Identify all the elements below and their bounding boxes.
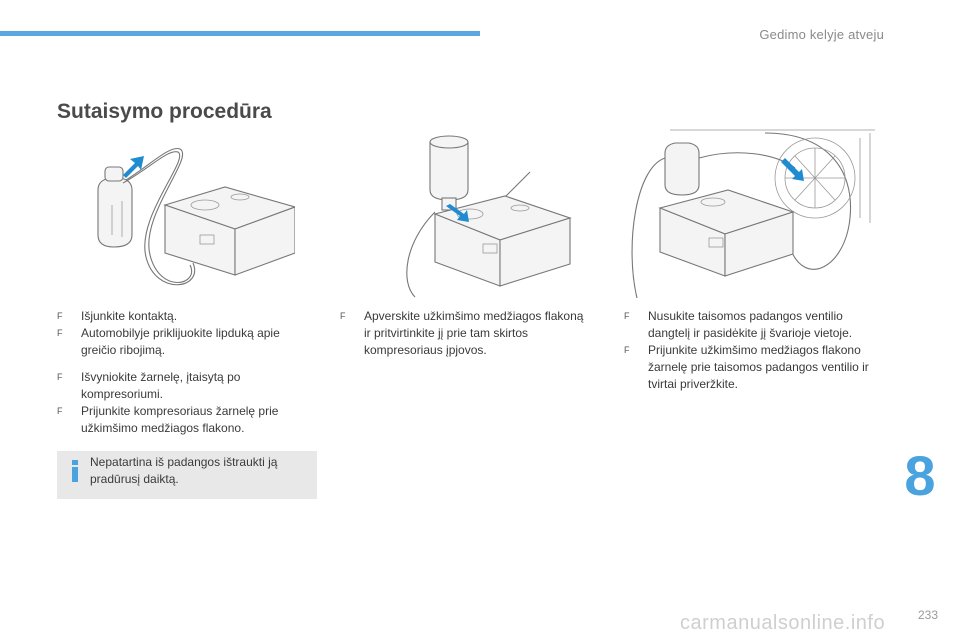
chapter-header-title: Gedimo kelyje atveju bbox=[759, 27, 884, 42]
step-text: Prijunkite kompresoriaus žarnelę prie užkimšimo medžiagos flakono. bbox=[81, 404, 279, 435]
sealant-bottle-drawing bbox=[665, 143, 699, 195]
info-note-box bbox=[57, 451, 317, 499]
step-bullet: F bbox=[340, 311, 346, 321]
step-text: Išvyniokite žarnelę, įtaisytą po kompresoriumi. bbox=[81, 370, 241, 401]
step-item bbox=[57, 369, 297, 403]
steps-column-3 bbox=[624, 308, 884, 393]
illustration-connect-to-valve bbox=[625, 128, 885, 303]
step-item bbox=[624, 308, 884, 342]
section-title: Sutaisymo procedūra bbox=[57, 100, 272, 123]
step-bullet: F bbox=[57, 328, 63, 338]
step-bullet: F bbox=[57, 311, 63, 321]
top-accent-bar bbox=[0, 31, 480, 36]
illustration-connect-hose bbox=[80, 135, 295, 300]
step-bullet: F bbox=[57, 372, 63, 382]
step-bullet: F bbox=[57, 406, 63, 416]
page-number: 233 bbox=[917, 608, 938, 622]
compressor-drawing bbox=[165, 187, 295, 275]
inverted-bottle-drawing bbox=[430, 136, 468, 210]
compressor-drawing bbox=[660, 190, 793, 276]
step-item bbox=[624, 342, 884, 393]
valve-arrow-icon bbox=[781, 158, 804, 181]
step-item bbox=[57, 325, 297, 359]
step-bullet: F bbox=[624, 311, 630, 321]
step-item bbox=[57, 403, 297, 437]
step-text: Automobilyje priklijuokite lipduką apie greičio ribojimą. bbox=[81, 326, 280, 357]
step-text: Prijunkite užkimšimo medžiagos flakono žarnelę prie taisomos padangos ventilio ir tvirtai priveržkite. bbox=[648, 343, 869, 391]
watermark-text: carmanualsonline.info bbox=[680, 612, 886, 634]
step-text: Nusukite taisomos padangos ventilio dangtelį ir pasidėkite jį švarioje vietoje. bbox=[648, 309, 853, 340]
chapter-number: 8 bbox=[904, 444, 936, 507]
step-text: Išjunkite kontaktą. bbox=[81, 309, 178, 323]
step-item bbox=[340, 308, 585, 359]
step-bullet: F bbox=[624, 345, 630, 355]
step-text: Apverskite užkimšimo medžiagos flakoną ir pritvirtinkite jį prie tam skirtos kompresoriaus įpjovos. bbox=[364, 309, 584, 357]
illustration-invert-bottle bbox=[395, 132, 575, 302]
steps-column-2 bbox=[340, 308, 585, 359]
info-icon bbox=[72, 460, 78, 482]
step-item bbox=[57, 308, 297, 325]
steps-column-1 bbox=[57, 308, 297, 437]
note-text: Nepatartina iš padangos ištraukti ją pradūrusį daiktą. bbox=[90, 455, 278, 486]
